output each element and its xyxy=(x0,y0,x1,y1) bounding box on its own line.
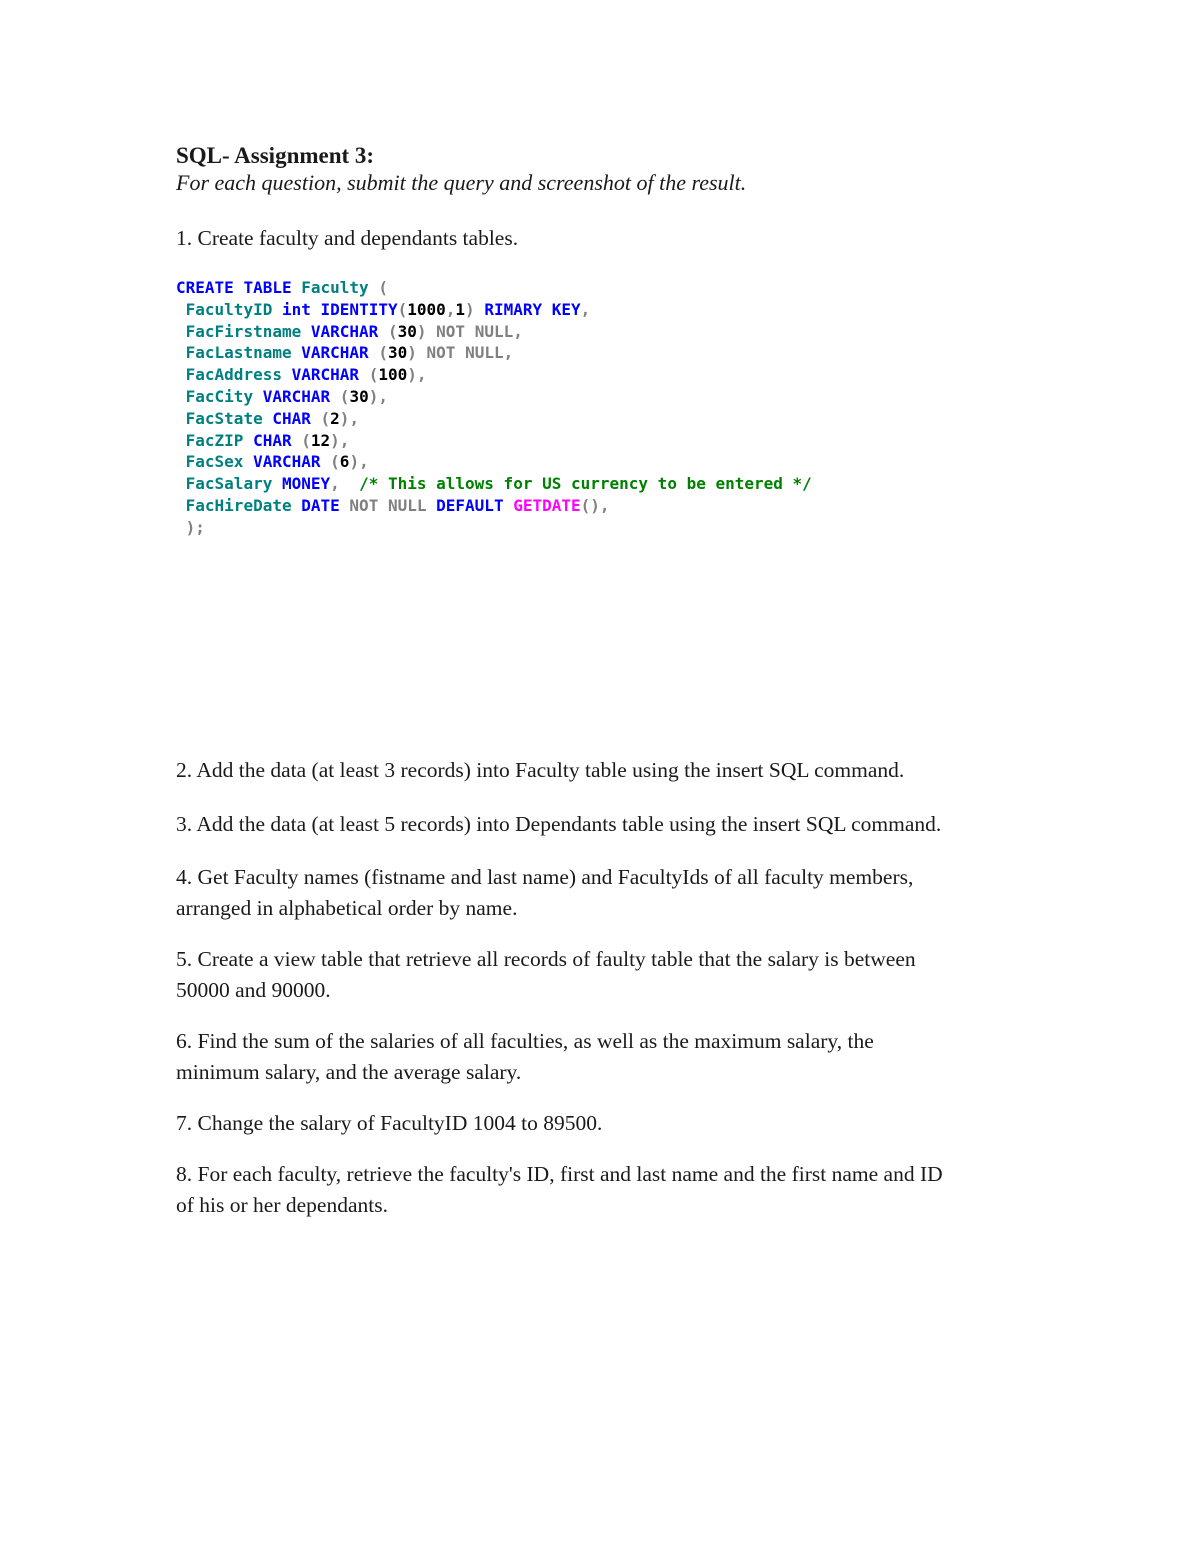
sql-identifier: FacAddress xyxy=(185,365,282,385)
sql-operator: ) xyxy=(339,408,350,428)
sql-whitespace xyxy=(176,496,186,515)
sql-whitespace xyxy=(243,431,253,450)
sql-number: 2 xyxy=(330,408,340,428)
sql-whitespace xyxy=(504,496,514,515)
question-6-continued: minimum salary, and the average salary. xyxy=(176,1060,522,1084)
code-line xyxy=(176,321,812,343)
sql-identifier: FacFirstname xyxy=(185,321,302,341)
sql-whitespace xyxy=(176,300,186,319)
sql-whitespace xyxy=(272,300,282,319)
code-line xyxy=(176,473,812,495)
question-1: 1. Create faculty and dependants tables. xyxy=(176,226,519,250)
sql-whitespace xyxy=(542,300,552,319)
sql-operator: , xyxy=(503,343,514,363)
question-3: 3. Add the data (at least 5 records) into Dependants table using the insert SQL command. xyxy=(176,812,942,836)
sql-number: 30 xyxy=(387,343,408,363)
question-8: 8. For each faculty, retrieve the faculty's ID, first and last name and the first name and ID xyxy=(176,1162,943,1186)
sql-keyword: CREATE xyxy=(176,278,234,297)
sql-whitespace xyxy=(176,452,186,471)
sql-whitespace xyxy=(417,343,427,362)
sql-identifier: FacultyID xyxy=(185,299,273,319)
sql-function: GETDATE xyxy=(513,495,581,515)
code-line xyxy=(176,495,812,517)
sql-identifier: FacHireDate xyxy=(185,495,292,515)
sql-operator: NOT xyxy=(426,343,456,363)
sql-operator: ) xyxy=(465,299,475,319)
sql-operator: , xyxy=(339,430,350,450)
document-subtitle: For each question, submit the query and screenshot of the result. xyxy=(176,170,747,195)
sql-whitespace xyxy=(292,496,302,515)
sql-keyword: KEY xyxy=(551,299,581,319)
sql-operator: ( xyxy=(320,408,331,428)
sql-whitespace xyxy=(465,322,475,341)
sql-keyword: VARCHAR xyxy=(262,386,331,406)
sql-whitespace xyxy=(455,343,465,362)
sql-whitespace xyxy=(359,365,369,384)
sql-identifier: FacState xyxy=(185,408,263,428)
sql-operator: (), xyxy=(580,495,610,515)
sql-whitespace xyxy=(427,496,437,515)
sql-operator: , xyxy=(330,474,340,494)
sql-number: 30 xyxy=(349,386,369,406)
sql-identifier: FacSex xyxy=(185,452,244,472)
sql-whitespace xyxy=(369,343,379,362)
sql-keyword: VARCHAR xyxy=(301,343,369,363)
sql-identifier: FacCity xyxy=(185,386,254,406)
sql-whitespace xyxy=(311,300,321,319)
sql-operator: ( xyxy=(339,386,350,406)
sql-whitespace xyxy=(292,278,302,297)
sql-keyword: VARCHAR xyxy=(310,321,379,341)
sql-identifier: FacZIP xyxy=(185,430,244,450)
sql-whitespace xyxy=(253,387,263,406)
question-4: 4. Get Faculty names (fistname and last name) and FacultyIds of all faculty members, xyxy=(176,865,914,889)
sql-operator: ( xyxy=(330,452,340,472)
sql-operator: , xyxy=(359,452,369,472)
sql-identifier: FacSalary xyxy=(185,474,273,494)
question-5-continued: 50000 and 90000. xyxy=(176,978,331,1002)
sql-whitespace xyxy=(176,518,186,537)
sql-whitespace xyxy=(176,322,186,341)
sql-whitespace xyxy=(378,322,388,341)
sql-operator: ) xyxy=(407,365,417,385)
sql-operator: ); xyxy=(185,517,205,537)
sql-whitespace xyxy=(272,474,282,493)
sql-identifier: Faculty xyxy=(301,278,369,297)
sql-keyword: CHAR xyxy=(253,430,292,450)
code-line xyxy=(176,430,812,452)
sql-operator: , xyxy=(513,321,523,341)
code-block-faculty xyxy=(176,277,812,539)
sql-number: 1000 xyxy=(407,299,446,319)
sql-whitespace xyxy=(282,365,292,384)
sql-operator: NULL xyxy=(387,495,427,515)
sql-keyword: MONEY xyxy=(281,474,331,494)
sql-number: 30 xyxy=(397,321,417,341)
sql-operator: , xyxy=(378,386,388,406)
sql-operator: NOT xyxy=(349,495,379,515)
sql-whitespace xyxy=(321,452,331,471)
document-title: SQL- Assignment 3: xyxy=(176,143,375,168)
sql-whitespace xyxy=(311,409,321,428)
code-line xyxy=(176,386,812,408)
sql-keyword: VARCHAR xyxy=(253,452,321,472)
question-7: 7. Change the salary of FacultyID 1004 to 89500. xyxy=(176,1111,603,1135)
code-line xyxy=(176,451,812,473)
sql-keyword: IDENTITY xyxy=(320,299,398,319)
question-2: 2. Add the data (at least 3 records) into Faculty table using the insert SQL command. xyxy=(176,758,905,782)
sql-number: 6 xyxy=(339,452,350,472)
sql-operator: ( xyxy=(368,365,379,385)
sql-whitespace xyxy=(292,343,302,362)
sql-whitespace xyxy=(176,409,186,428)
sql-whitespace xyxy=(301,322,311,341)
sql-keyword: TABLE xyxy=(243,278,292,297)
code-line xyxy=(176,517,812,539)
sql-whitespace xyxy=(427,322,437,341)
sql-whitespace xyxy=(263,409,273,428)
code-line xyxy=(176,299,812,321)
sql-whitespace xyxy=(378,496,388,515)
sql-operator: ( xyxy=(387,321,398,341)
sql-number: 1 xyxy=(455,299,466,319)
sql-operator: ( xyxy=(397,299,408,319)
sql-operator: , xyxy=(416,365,427,385)
sql-whitespace xyxy=(340,496,350,515)
sql-operator: ) xyxy=(368,386,379,406)
question-6: 6. Find the sum of the salaries of all faculties, as well as the maximum salary, the xyxy=(176,1029,874,1053)
sql-operator: ( xyxy=(378,278,388,297)
code-line xyxy=(176,342,812,364)
sql-whitespace xyxy=(176,365,186,384)
question-8-continued: of his or her dependants. xyxy=(176,1193,388,1217)
sql-whitespace xyxy=(369,278,379,297)
sql-operator: NULL xyxy=(465,343,504,363)
sql-keyword: DATE xyxy=(301,495,340,515)
sql-whitespace xyxy=(176,343,186,362)
sql-operator: ) xyxy=(416,321,427,341)
sql-operator: NULL xyxy=(474,321,514,341)
sql-operator: ) xyxy=(349,452,360,472)
sql-number: 12 xyxy=(310,430,331,450)
sql-identifier: FacLastname xyxy=(185,343,292,363)
sql-operator: , xyxy=(349,408,360,428)
sql-operator: ) xyxy=(407,343,417,363)
code-line xyxy=(176,408,812,430)
sql-whitespace xyxy=(475,300,485,319)
sql-whitespace xyxy=(340,474,359,493)
sql-whitespace xyxy=(176,431,186,450)
question-5: 5. Create a view table that retrieve all records of faulty table that the salary is between xyxy=(176,947,916,971)
sql-keyword: DEFAULT xyxy=(436,495,504,515)
question-4-continued: arranged in alphabetical order by name. xyxy=(176,896,518,920)
sql-whitespace xyxy=(176,387,186,406)
code-line xyxy=(176,277,812,299)
sql-operator: , xyxy=(580,299,591,319)
sql-keyword: int xyxy=(281,299,311,319)
sql-keyword: VARCHAR xyxy=(291,365,360,385)
sql-operator: ( xyxy=(378,343,388,363)
sql-operator: ( xyxy=(301,430,311,450)
sql-comment: /* This allows for US currency to be entered */ xyxy=(359,474,812,494)
sql-operator: , xyxy=(445,299,456,319)
sql-keyword: CHAR xyxy=(272,408,311,428)
code-line xyxy=(176,364,812,386)
sql-operator: ) xyxy=(330,430,340,450)
sql-operator: NOT xyxy=(436,321,466,341)
sql-keyword: RIMARY xyxy=(484,299,543,319)
sql-whitespace xyxy=(243,452,253,471)
sql-whitespace xyxy=(176,474,186,493)
sql-whitespace xyxy=(330,387,340,406)
sql-number: 100 xyxy=(378,365,408,385)
sql-whitespace xyxy=(292,431,302,450)
sql-whitespace xyxy=(234,278,244,297)
